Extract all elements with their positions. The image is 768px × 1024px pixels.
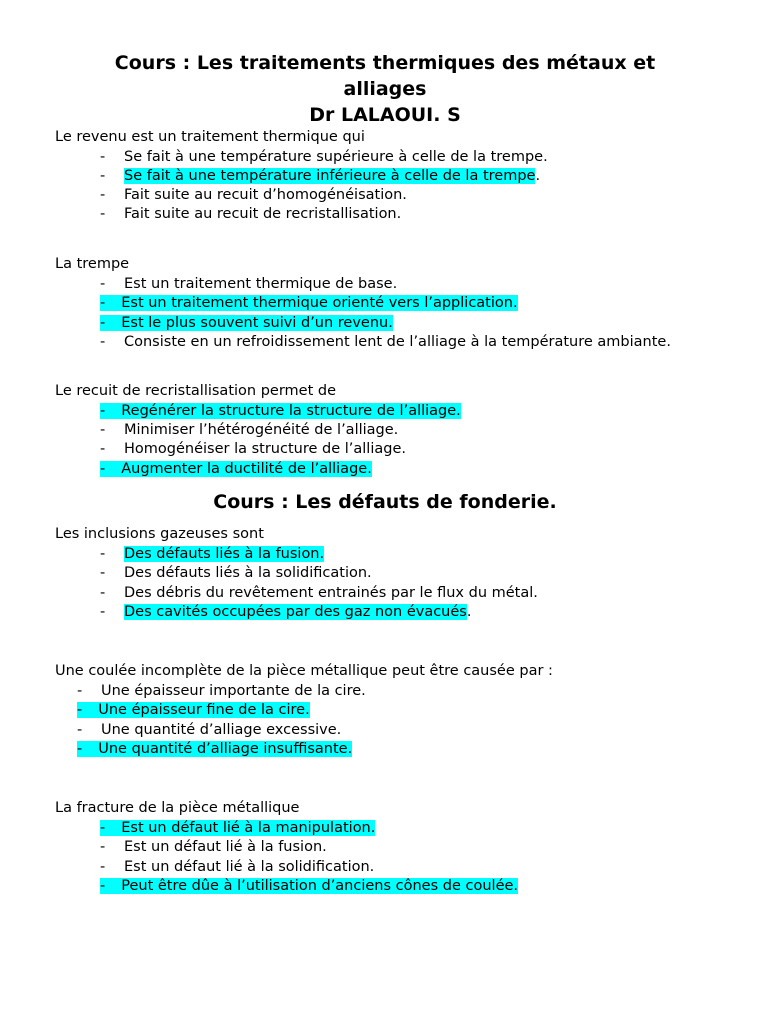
option-dash: - (77, 702, 83, 718)
option-dash: - (100, 859, 106, 875)
question-5-intro: Une coulée incomplète de la pièce métallique peut être causée par : (55, 663, 553, 679)
question-2-option-3 (100, 314, 393, 334)
question-4-intro: Les inclusions gazeuses sont (55, 526, 264, 542)
option-text: Minimiser l’hétérogénéité de l’alliage. (124, 422, 399, 438)
option-dash: - (100, 187, 106, 203)
document-title-line-1: Cours : Les traitements thermiques des métaux et (114, 52, 656, 74)
highlighted-answer-text: Des cavités occupées par des gaz non évacués (124, 604, 467, 620)
highlighted-answer-text: Des défauts liés à la fusion. (124, 546, 325, 562)
question-3-intro: Le recuit de recristallisation permet de (55, 383, 336, 399)
option-text: Augmenter la ductilité de l’alliage. (121, 461, 372, 477)
option-dash: - (100, 546, 106, 562)
option-dash: - (100, 403, 106, 419)
option-dash: - (100, 149, 106, 165)
highlighted-answer-text: Se fait à une température inférieure à celle de la trempe (124, 168, 536, 184)
option-text: Fait suite au recuit d’homogénéisation. (124, 187, 407, 203)
option-text: Consiste en un refroidissement lent de l’alliage à la température ambiante. (124, 334, 671, 350)
question-6-option-4 (100, 877, 518, 897)
option-text: Une épaisseur fine de la cire. (98, 702, 310, 718)
section-title: Cours : Les défauts de fonderie. (213, 491, 557, 513)
option-dash: - (77, 741, 83, 757)
option-dash: - (100, 585, 106, 601)
option-dash: - (100, 422, 106, 438)
option-dash: - (77, 722, 83, 738)
question-2-option-2 (100, 294, 518, 314)
option-text: Homogénéiser la structure de l’alliage. (124, 441, 406, 457)
option-text: Peut être dûe à l’utilisation d’anciens cônes de coulée. (121, 878, 519, 894)
question-1-intro: Le revenu est un traitement thermique qui (55, 129, 365, 145)
option-text: Regénérer la structure la structure de l’alliage. (121, 403, 461, 419)
option-dash: - (100, 839, 106, 855)
option-dash: - (100, 334, 106, 350)
question-5-option-2 (77, 701, 310, 721)
option-text: Des défauts liés à la solidification. (124, 565, 372, 581)
highlighted-answer-line (100, 315, 393, 331)
option-dash: - (100, 276, 106, 292)
highlighted-answer-line (77, 741, 352, 757)
option-text: Se fait à une température supérieure à celle de la trempe. (124, 149, 548, 165)
highlighted-answer-line (100, 295, 518, 311)
option-dash: - (100, 295, 106, 311)
option-dash: - (100, 441, 106, 457)
option-text: Une quantité d’alliage excessive. (101, 722, 342, 738)
highlighted-answer-line (100, 403, 461, 419)
option-dash: - (77, 683, 83, 699)
option-dash: - (100, 565, 106, 581)
option-text: Est un traitement thermique de base. (124, 276, 398, 292)
option-text: Est un défaut lié à la fusion. (124, 839, 327, 855)
option-text: Est un traitement thermique orienté vers l’application. (121, 295, 518, 311)
highlighted-answer-line (100, 461, 372, 477)
option-text: Des débris du revêtement entrainés par le flux du métal. (124, 585, 538, 601)
highlighted-answer-line (100, 878, 518, 894)
option-dash: - (100, 168, 106, 184)
option-dash: - (100, 820, 106, 836)
question-5-option-4 (77, 740, 352, 760)
option-text: Est un défaut lié à la manipulation. (121, 820, 376, 836)
option-text: Fait suite au recuit de recristallisation. (124, 206, 402, 222)
question-3-option-1 (100, 402, 461, 422)
highlighted-answer-line (77, 702, 310, 718)
option-trailing-period: . (466, 604, 472, 620)
option-dash: - (100, 461, 106, 477)
option-text: Est le plus souvent suivi d’un revenu. (121, 315, 393, 331)
option-trailing-period: . (535, 168, 541, 184)
question-6-intro: La fracture de la pièce métallique (55, 800, 300, 816)
option-text: Est un défaut lié à la solidification. (124, 859, 375, 875)
option-dash: - (100, 315, 106, 331)
document-title-line-2: alliages (343, 78, 427, 100)
question-3-option-4 (100, 460, 372, 480)
option-text: Une épaisseur importante de la cire. (101, 683, 366, 699)
option-dash: - (100, 206, 106, 222)
option-dash: - (100, 878, 106, 894)
question-6-option-1 (100, 819, 375, 839)
highlighted-answer-line (100, 820, 375, 836)
document-author: Dr LALAOUI. S (309, 104, 461, 126)
question-2-intro: La trempe (55, 256, 130, 272)
option-dash: - (100, 604, 106, 620)
option-text: Une quantité d’alliage insuffisante. (98, 741, 353, 757)
